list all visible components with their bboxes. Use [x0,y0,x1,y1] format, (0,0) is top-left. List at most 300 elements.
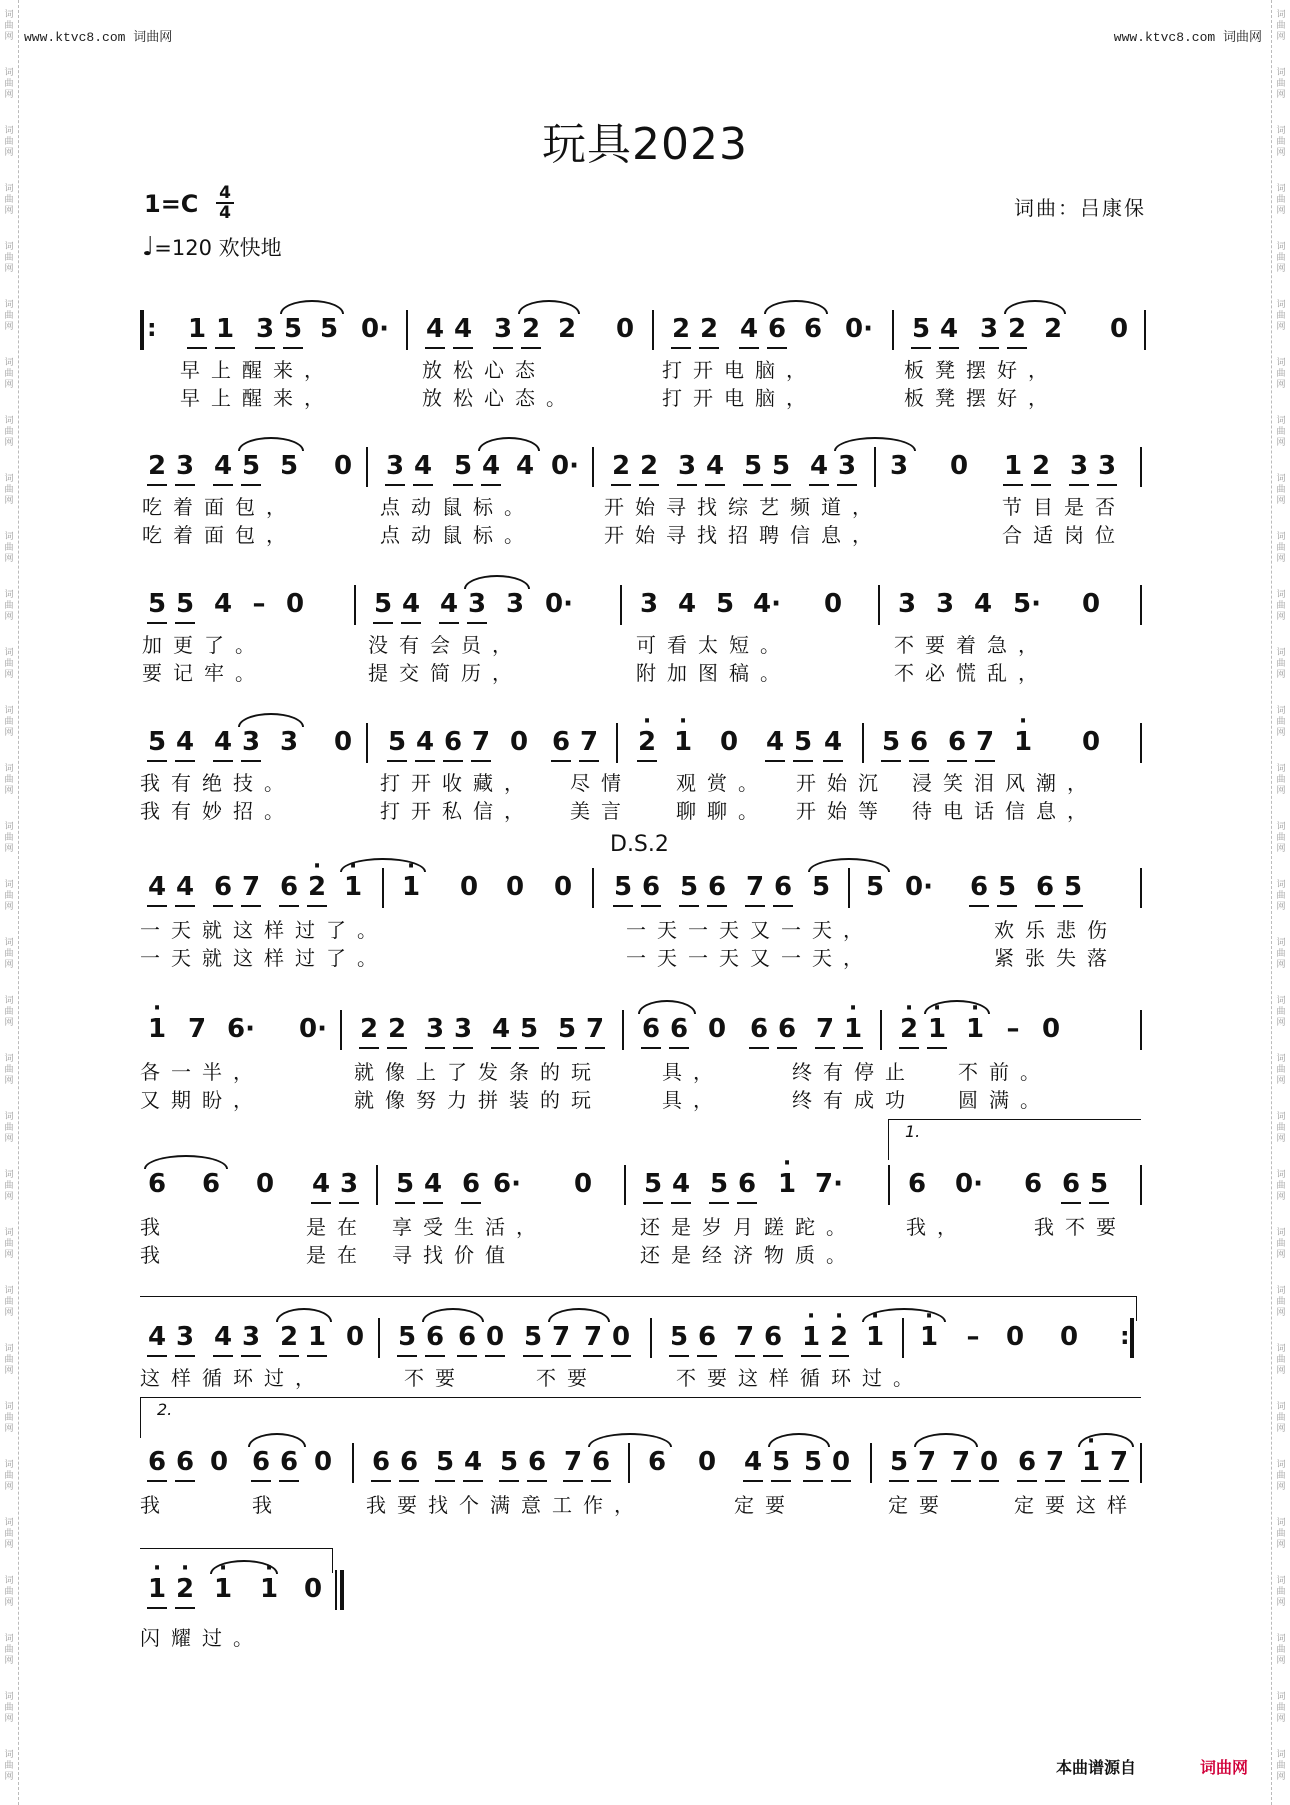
note: 7 [914,1447,940,1477]
watermark-char: 网 [1276,728,1286,738]
barline [406,310,408,350]
watermark-char: 曲 [1276,1587,1286,1597]
watermark-char: 曲 [4,601,14,611]
watermark-char: 词 [4,880,14,890]
note: 0 [828,1447,854,1477]
watermark-char: 词 [1276,358,1286,368]
watermark-char: 网 [1276,1192,1286,1202]
slur [518,300,580,314]
watermark-char: 词 [4,1344,14,1354]
note: 5 [392,1169,418,1199]
note: · 1 [144,1014,170,1044]
watermark-char: 网 [1276,1714,1286,1724]
barline [628,1443,630,1483]
watermark-char: 网 [4,1192,14,1202]
slur [1004,300,1066,314]
watermark-char: 曲 [4,1529,14,1539]
barline [878,585,880,625]
note: 6 [734,1169,760,1199]
note: 7 [582,1014,608,1044]
note: 7 [948,1447,974,1477]
note: 7 [468,727,494,757]
lyric-segment: 开始寻找综艺频道， [604,495,883,519]
lyric-segment: 一天就这样过了。 [140,946,388,970]
watermark-char: 曲 [1276,21,1286,31]
watermark-char: 网 [4,206,14,216]
lyric-segment: 就像努力拼装的玩 [354,1088,602,1112]
note: 6 [774,1014,800,1044]
note: 0· [545,589,573,619]
note: 5 [768,451,794,481]
barline [1144,310,1146,350]
note: 3 [834,451,860,481]
note: 2 [384,1014,410,1044]
note: 3 [336,1169,362,1199]
ds-marker: D.S.2 [610,832,669,857]
watermark-char: 网 [4,496,14,506]
barline [870,1443,872,1483]
watermark-char: 网 [1276,438,1286,448]
note: 1 [304,1322,330,1352]
watermark-char: 词 [1276,1750,1286,1760]
note: · 2 [826,1322,852,1352]
watermark-char: 曲 [1276,775,1286,785]
note: · 1 [962,1014,988,1044]
watermark-char: 曲 [4,1355,14,1365]
note: 6 [524,1447,550,1477]
tempo-marking [142,232,282,262]
watermark-char: 词 [1276,1170,1286,1180]
note: 0· [905,872,933,902]
note: 3 [252,314,278,344]
note: 0 [1041,1014,1061,1044]
watermark-char: 词 [4,242,14,252]
watermark-char: 曲 [4,717,14,727]
watermark-char: 网 [4,90,14,100]
watermark-char: 网 [1276,1540,1286,1550]
lyric-segment: 享受生活， [392,1215,547,1239]
volta-bracket [140,1397,1141,1438]
note: 6· [227,1014,255,1044]
note: 6 [760,1322,786,1352]
note: 6 [144,1447,170,1477]
lyric-segment: 还是经济物质。 [640,1243,857,1267]
note: · 1 [210,1574,236,1604]
watermark-char: 词 [4,1170,14,1180]
note: 2 [144,451,170,481]
watermark-char: 网 [4,438,14,448]
note: 6 [966,872,992,902]
lyric-segment: 紧张失落 [994,946,1118,970]
note: 5 [994,872,1020,902]
note: 4 [308,1169,334,1199]
note: 6 [276,872,302,902]
note: · 1 [916,1322,942,1352]
watermark-char: 词 [4,648,14,658]
note: 6 [803,314,823,344]
lyric-segment: 我 [140,1215,171,1239]
lyric-segment: 待电话信息， [912,799,1098,823]
note: 5 [715,589,735,619]
note: · 1 [1078,1447,1104,1477]
note: 6 [588,1447,614,1477]
barline [1140,723,1142,763]
note: 3 [639,589,659,619]
watermark-char: 词 [4,1112,14,1122]
watermark-char: 曲 [1276,253,1286,263]
header-site-right[interactable]: www.ktvc8.com 词曲网 [1113,30,1262,45]
lyric-segment: 我， [906,1215,968,1239]
barline [848,868,850,908]
watermark-char: 网 [4,1366,14,1376]
watermark-char: 曲 [1276,543,1286,553]
watermark-char: 词 [1276,242,1286,252]
note: 5 [865,872,885,902]
note: 6 [368,1447,394,1477]
watermark-char: 词 [1276,10,1286,20]
watermark-char: 词 [4,1518,14,1528]
note: 5 [790,727,816,757]
watermark-char: 词 [4,68,14,78]
note: 5 [878,727,904,757]
note: 5 [1060,872,1086,902]
lyric-line [140,1239,1150,1265]
watermark-char: 词 [4,358,14,368]
barline [652,310,654,350]
lyric-segment: 点动鼠标。 [380,495,535,519]
note: 7 [560,1447,586,1477]
watermark-char: 曲 [1276,1355,1286,1365]
note: · 1 [774,1169,800,1199]
note: · 1 [340,872,366,902]
note: 5 [1086,1169,1112,1199]
watermark-char: 曲 [1276,1645,1286,1655]
note: 0 [608,1322,634,1352]
note: 7 [742,872,768,902]
watermark-char: 词 [4,590,14,600]
watermark-char: 网 [1276,1018,1286,1028]
watermark-char: 网 [1276,90,1286,100]
watermark-char: 词 [1276,474,1286,484]
note: 0 [509,727,529,757]
barline [880,1010,882,1050]
lyric-segment: 我要找个满意工作， [366,1493,645,1517]
note: 0· [551,451,579,481]
watermark-char: 曲 [4,137,14,147]
note: 6 [638,1014,664,1044]
notes-line [140,585,1150,631]
barline [592,447,594,487]
barline [1140,447,1142,487]
watermark-char: 词 [4,300,14,310]
watermark-char: 词 [1276,300,1286,310]
watermark-char: 词 [1276,1692,1286,1702]
watermark-char: 网 [4,844,14,854]
watermark-char: 网 [1276,1366,1286,1376]
note: · 2 [172,1574,198,1604]
watermark-char: 网 [1276,1482,1286,1492]
slur [478,437,540,451]
watermark-char: 曲 [4,775,14,785]
watermark-char: 曲 [4,1587,14,1597]
note: 0 [459,872,479,902]
watermark-char: 曲 [1276,1007,1286,1017]
lyric-segment: 不必慌乱， [894,661,1049,685]
slur [280,300,344,314]
lyric-segment: 还是岁月蹉跎。 [640,1215,857,1239]
note: 6 [944,727,970,757]
watermark-char: 词 [1276,532,1286,542]
watermark-char: 曲 [1276,1123,1286,1133]
watermark-char: 词 [1276,1634,1286,1644]
barline [1140,1010,1142,1050]
note: 4 [740,1447,766,1477]
slur [834,437,916,451]
note: 6 [396,1447,422,1477]
watermark-char: 网 [4,670,14,680]
watermark-char: 网 [1276,1656,1286,1666]
lyric-segment: 欢乐悲伤 [994,918,1118,942]
watermark-char: 词 [4,474,14,484]
watermark-char: 曲 [4,543,14,553]
note: 7 [548,1322,574,1352]
note: 3 [172,1322,198,1352]
barline [888,1165,890,1205]
watermark-char: 曲 [1276,1065,1286,1075]
note: 3 [897,589,917,619]
note: 5 [394,1322,420,1352]
note: 2 [668,314,694,344]
watermark-char: 网 [4,1482,14,1492]
lyric-segment: 不要着急， [894,633,1049,657]
notes-line [140,1570,1150,1616]
note: 0 [707,1014,727,1044]
repeat-end-barline [1120,1318,1134,1358]
note: · 2 [896,1014,922,1044]
lyric-segment: 附加图稿。 [636,661,791,685]
note: 4 [702,451,728,481]
watermark-char: 词 [1276,1518,1286,1528]
note: 0 [976,1447,1002,1477]
credit-line: 词曲：吕康保 [1014,196,1146,220]
watermark-char: 网 [4,1656,14,1666]
note: · 1 [670,727,696,757]
note: 5 [496,1447,522,1477]
note: 6 [694,1322,720,1352]
header-site-left[interactable]: www.ktvc8.com 词曲网 [24,30,173,45]
watermark-char: 曲 [4,311,14,321]
watermark-char: 网 [1276,322,1286,332]
notes-line [140,1010,1150,1056]
note: 0· [361,314,389,344]
watermark-char: 曲 [1276,369,1286,379]
watermark-char: 词 [1276,1112,1286,1122]
note: 4 [210,727,236,757]
note: 0 [949,451,969,481]
time-signature-top: 4 [219,183,231,203]
note: 0 [1109,314,1129,344]
barline [366,723,368,763]
note: · 2 [304,872,330,902]
watermark-char: 网 [1276,1598,1286,1608]
watermark-char: 网 [1276,380,1286,390]
watermark-char: 网 [1276,844,1286,854]
watermark-char: 曲 [4,1007,14,1017]
note: 5 [432,1447,458,1477]
note: 4 [820,727,846,757]
lyric-segment: 点动鼠标。 [380,523,535,547]
note: 7 [972,727,998,757]
lyric-line [140,914,1150,940]
watermark-char: 网 [4,32,14,42]
right-watermark-strip [1271,0,1290,1805]
note: 2 [696,314,722,344]
lyric-segment: 我 [140,1493,171,1517]
note: 5 [554,1014,580,1044]
watermark-char: 词 [1276,1344,1286,1354]
note: 6 [1058,1169,1084,1199]
watermark-char: 曲 [4,369,14,379]
slur [238,713,304,727]
note: 4 [936,314,962,344]
watermark-char: 词 [4,10,14,20]
note: 0 [255,1169,275,1199]
watermark-char: 曲 [4,1239,14,1249]
watermark-char: 词 [1276,1576,1286,1586]
watermark-char: 曲 [4,195,14,205]
footer-source-label: 本曲谱源自 [1056,1758,1137,1777]
watermark-char: 曲 [4,485,14,495]
watermark-char: 网 [4,1134,14,1144]
lyric-line [140,629,1150,655]
watermark-char: 词 [4,1692,14,1702]
watermark-char: 词 [1276,416,1286,426]
note: 4 [762,727,788,757]
watermark-char: 曲 [1276,427,1286,437]
note: 0· [299,1014,327,1044]
note: 2 [1043,314,1063,344]
note: 6 [422,1322,448,1352]
watermark-char: 网 [1276,786,1286,796]
note: 1 [1000,451,1026,481]
note: 5 [610,872,636,902]
watermark-char: 词 [4,184,14,194]
note: 3 [976,314,1002,344]
note: · 1 [862,1322,888,1352]
watermark-char: 曲 [1276,137,1286,147]
note: 6 [458,1169,484,1199]
barline [1140,1165,1142,1205]
note: 1 [184,314,210,344]
watermark-char: 曲 [4,1645,14,1655]
watermark-char: 网 [1276,960,1286,970]
barline [1140,585,1142,625]
lyric-line [140,491,1150,517]
note: 4 [412,727,438,757]
note: 6 [248,1447,274,1477]
footer-logo[interactable]: 词曲网 [1200,1758,1249,1777]
barline [624,1165,626,1205]
watermark-char: 曲 [4,1761,14,1771]
lyric-segment: 一天一天又一天， [626,918,874,942]
watermark-char: 词 [4,1750,14,1760]
barline [650,1318,652,1358]
lyric-segment: 打开电脑， [662,386,817,410]
watermark-char: 曲 [4,1065,14,1075]
barline [620,585,622,625]
barline [592,868,594,908]
watermark-char: 网 [4,264,14,274]
watermark-char: 曲 [4,79,14,89]
note: 5 [319,314,339,344]
watermark-char: 网 [4,1772,14,1782]
lyric-segment: 一天就这样过了。 [140,918,388,942]
time-signature-bottom: 4 [219,203,231,223]
watermark-char: 网 [4,148,14,158]
note: 3 [382,451,408,481]
note: 0 [1005,1322,1025,1352]
note: 5 [238,451,264,481]
watermark-char: 词 [1276,1286,1286,1296]
watermark-char: 词 [1276,1054,1286,1064]
note: · 1 [256,1574,282,1604]
lyric-segment: 各一半， [140,1060,264,1084]
lyric-line [140,657,1150,683]
watermark-char: 词 [1276,706,1286,716]
barline [352,1443,354,1483]
note: 5 [384,727,410,757]
notes-line [140,1122,1150,1211]
watermark-char: 词 [4,1286,14,1296]
note: 0 [1081,727,1101,757]
note: 5 [811,872,831,902]
slur [238,437,304,451]
note: 4· [753,589,781,619]
watermark-char: 曲 [1276,311,1286,321]
lyric-segment: 终有成功 [792,1088,916,1112]
watermark-char: 曲 [4,833,14,843]
lyric-segment: 就像上了发条的玩 [354,1060,602,1084]
watermark-char: 网 [1276,1076,1286,1086]
lyric-segment: 定要 [734,1493,796,1517]
note: 7 [580,1322,606,1352]
note: 4 [422,314,448,344]
note: 4 [420,1169,446,1199]
watermark-char: 词 [1276,184,1286,194]
watermark-char: 网 [4,1076,14,1086]
note: 5 [886,1447,912,1477]
barline [622,1010,624,1050]
watermark-char: 网 [4,960,14,970]
note: 2 [1028,451,1054,481]
lyric-segment: 可看太短。 [636,633,791,657]
note: 6 [907,1169,927,1199]
slur [808,858,890,872]
volta-number: 1. [905,1122,921,1141]
note: 6 [906,727,932,757]
watermark-char: 词 [4,1228,14,1238]
watermark-char: 网 [1276,612,1286,622]
barline [874,447,876,487]
lyric-segment: 浸笑泪风潮， [912,771,1098,795]
watermark-char: 曲 [4,253,14,263]
note: 3 [490,314,516,344]
note: 7 [238,872,264,902]
watermark-char: 网 [4,902,14,912]
quarter-note-icon: ♩ [142,232,155,262]
watermark-char: 网 [4,322,14,332]
lyric-segment: 早上醒来， [180,386,335,410]
